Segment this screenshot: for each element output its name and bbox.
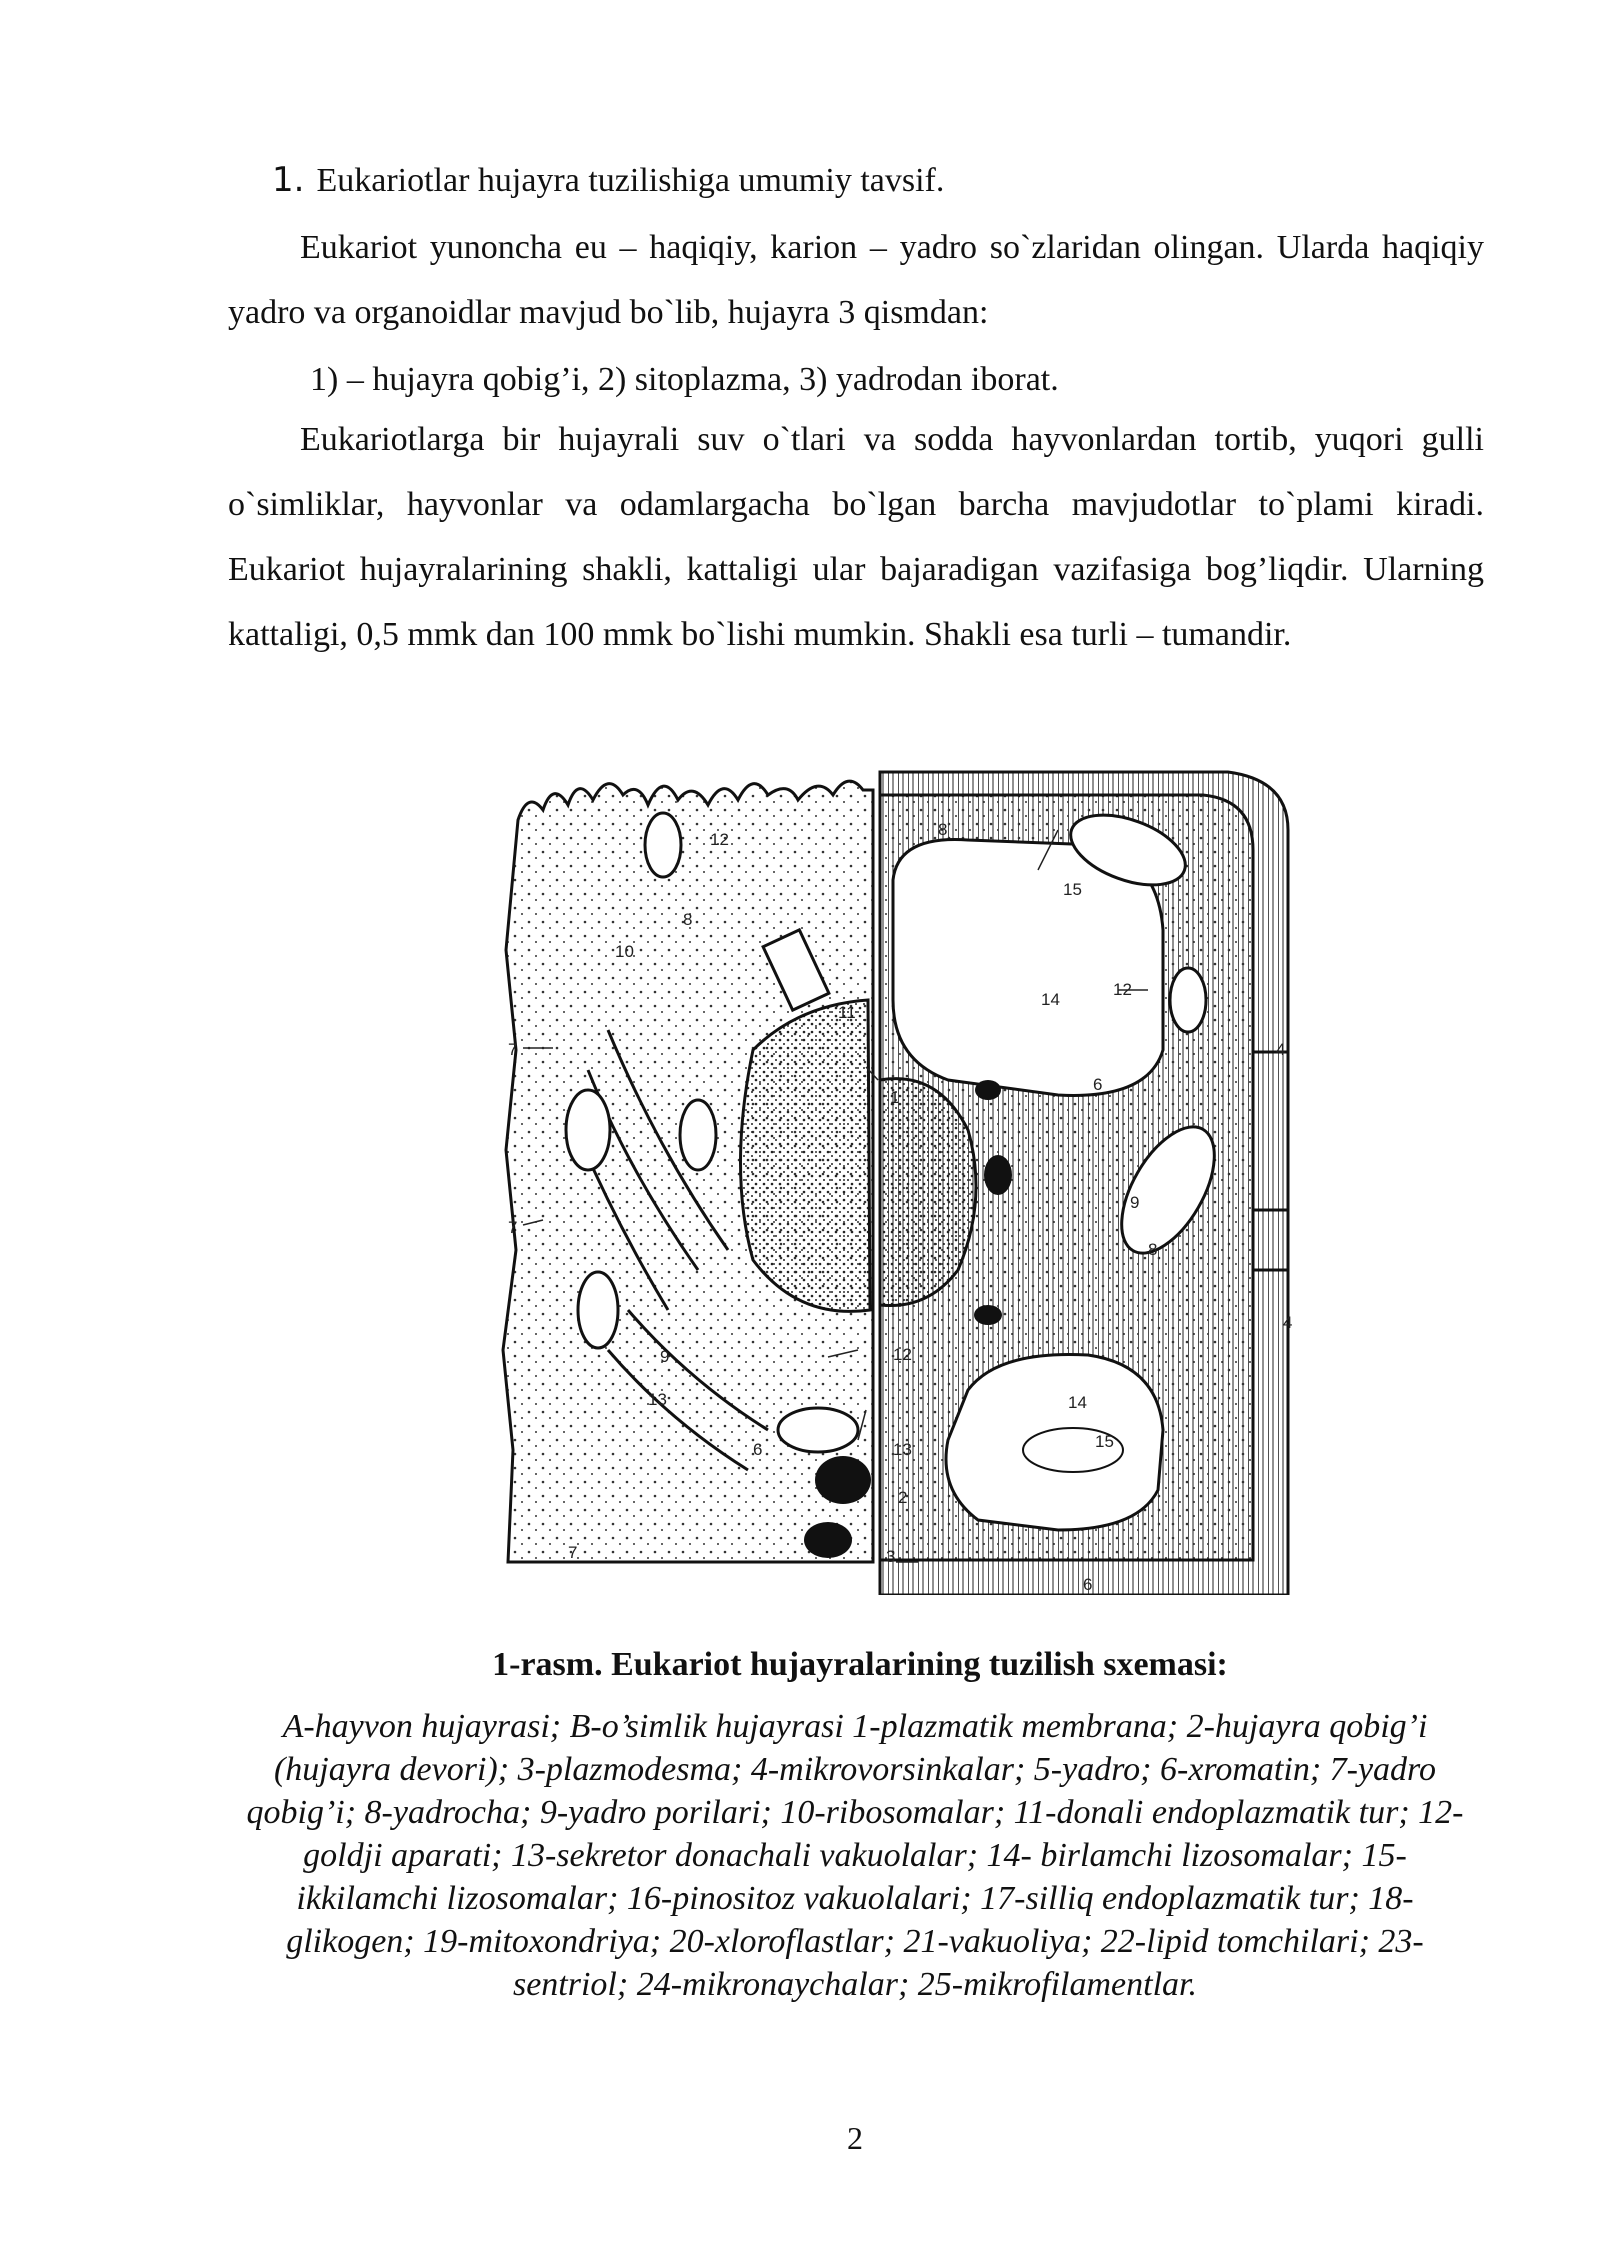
- figure-label: 14: [1068, 1393, 1087, 1412]
- figure-label: 7: [508, 1040, 518, 1059]
- figure-caption-body: A-hayvon hujayrasi; B-o’simlik hujayrasi 1-plazmatik membrana; 2-hujayra qobig’i (hujayra devori); 3-plazmodesma; 4-mikrovorsinkalar; 5-yadro; 6-xromatin; 7-yadro qobig’i; 8-yadrocha; 9-yadro porilari; 10-ribosomalar; 11-donali endoplazmatik tur; 12-goldji aparati; 13-sekretor donachali vakuolalar; 14- birlamchi lizosomalar; 15-ikkilamchi lizosomalar; 16-pinositoz vakuolalari; 17-silliq endoplazmatik tur; 18-glikogen; 19-mitoxondriya; 20-xloroflastlar; 21-vakuoliya; 22-lipid tomchilari; 23-sentriol; 24-mikronaychalar; 25-mikrofilamentlar.: [246, 1708, 1464, 2003]
- section-heading: [272, 150, 944, 211]
- figure-label: 15: [1063, 880, 1082, 899]
- paragraph-1: Eukariot yunoncha eu – haqiqiy, karion – yadro so`zlaridan olingan. Ularda haqiqiy yadro va organoidlar mavjud bo`lib, hujayra 3 qismdan:: [228, 229, 1484, 331]
- figure-label: 8: [683, 910, 693, 929]
- figure-label: 1: [890, 1088, 900, 1107]
- figure-label: 10: [615, 942, 634, 961]
- figure-label: 12: [710, 830, 729, 849]
- section-number: 1.: [272, 160, 305, 200]
- figure-label: 9: [1130, 1193, 1140, 1212]
- figure-label: 4: [1276, 1040, 1286, 1059]
- figure-label: 8: [1148, 1240, 1158, 1259]
- figure-label: 12: [893, 1345, 912, 1364]
- figure-label: 2: [898, 1488, 908, 1507]
- figure-label: 13: [648, 1390, 667, 1409]
- paragraph-1-list: 1) – hujayra qobig’i, 2) sitoplazma, 3) yadrodan iborat.: [310, 361, 1059, 398]
- figure-label: 14: [1041, 990, 1060, 1009]
- paragraph-2: Eukariotlarga bir hujayrali suv o`tlari va sodda hayvonlardan tortib, yuqori gulli o`simliklar, hayvonlar va odamlargacha bo`lgan barcha mavjudotlar to`plami kiradi. Eukariot hujayralarining shakli, kattaligi ular bajaradigan vazifasiga bog’liqdir. Ularning kattaligi, 0,5 mmk dan 100 mmk bo`lishi mumkin. Shakli esa turli – tumandir.: [228, 421, 1484, 653]
- figure-label: 6: [753, 1440, 763, 1459]
- section-title: Eukariotlar hujayra tuzilishiga umumiy tavsif.: [316, 162, 945, 199]
- figure-label: 6: [1093, 1075, 1103, 1094]
- figure-label: 9: [660, 1347, 670, 1366]
- figure-label: 8: [938, 820, 948, 839]
- figure-label: 13: [893, 1440, 912, 1459]
- figure-label: 3: [886, 1547, 896, 1566]
- figure-label: 7: [508, 1218, 518, 1237]
- figure-label: 15: [1095, 1432, 1114, 1451]
- cell-diagram: [498, 750, 1300, 1595]
- figure-label: 4: [1283, 1313, 1293, 1332]
- plant-cell: [880, 772, 1288, 1595]
- animal-cell: [503, 781, 873, 1562]
- page-number: 2: [847, 2120, 863, 2156]
- figure-label: 6: [1083, 1575, 1093, 1594]
- figure-caption-title: 1-rasm. Eukariot hujayralarining tuzilish sxemasi:: [492, 1646, 1228, 1683]
- figure-label: 11: [838, 1003, 856, 1022]
- figure-label: 7: [568, 1543, 578, 1562]
- figure-label: 12: [1113, 980, 1132, 999]
